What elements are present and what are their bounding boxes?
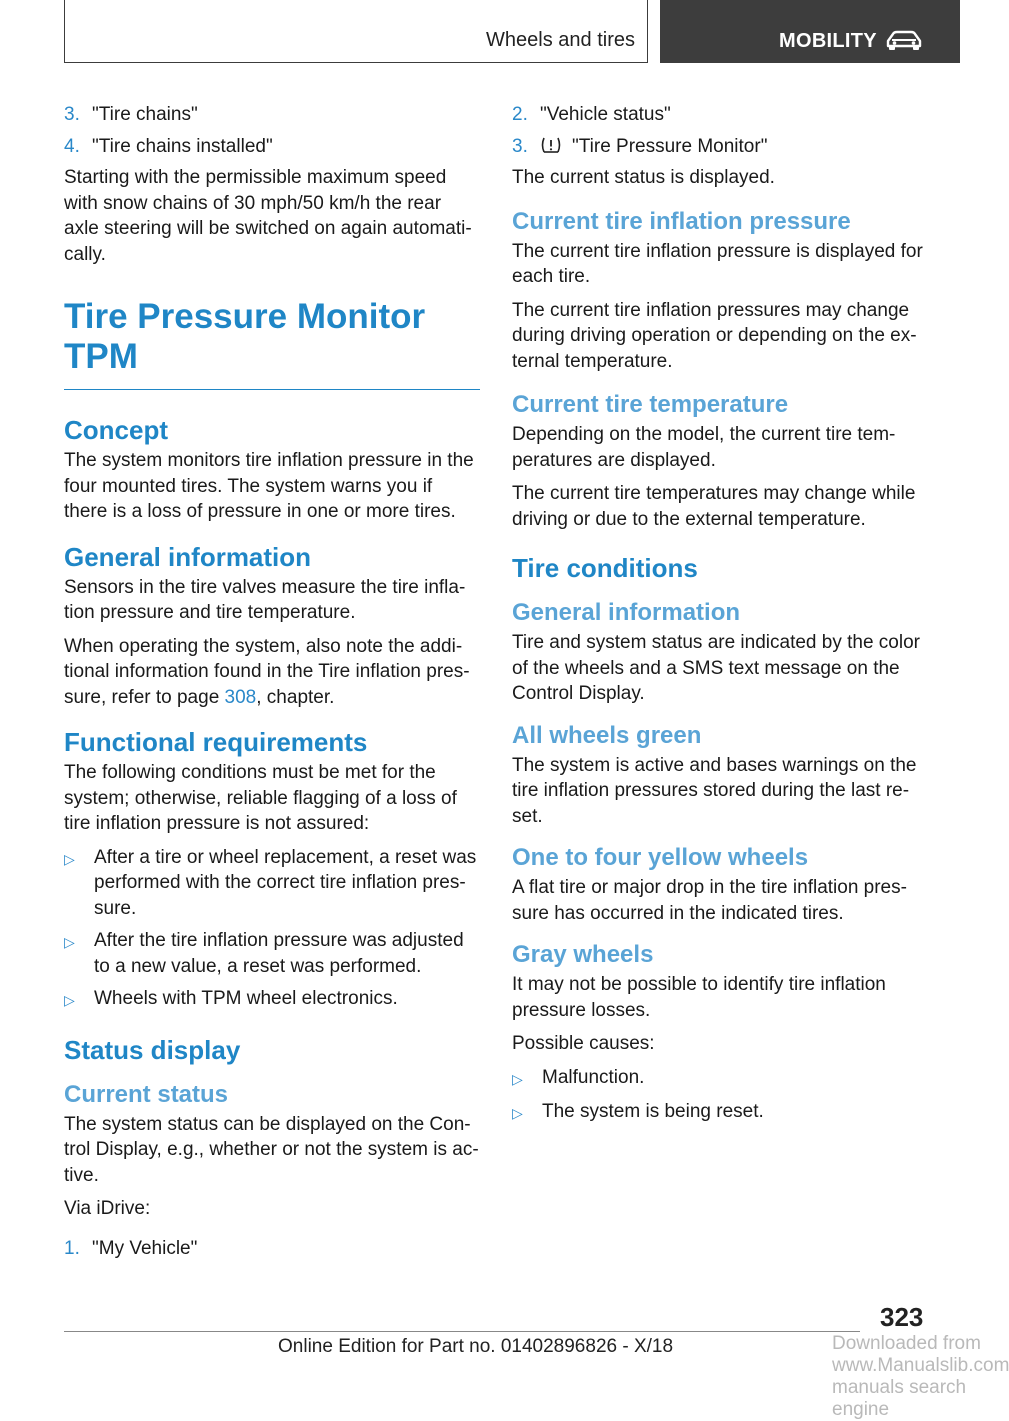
paragraph: The current tire inflation pressures may change during driving operation or depending on the ex-ternal temperature. <box>512 299 917 372</box>
paragraph: Starting with the permissible maximum speed with snow chains of 30 mph/50 km/h the rear axle steering will be switched on again automati-cally. <box>64 167 472 265</box>
paragraph: Possible causes: <box>512 1033 655 1054</box>
section-heading-general-information: General information <box>64 541 312 572</box>
paragraph: The system is active and bases warnings on the tire inflation pressures stored during the last re-set. <box>512 754 917 827</box>
header-chapter-title: MOBILITY <box>779 30 877 52</box>
list-item: ▷ Malfunction. <box>512 1065 928 1093</box>
paragraph: Tire and system status are indicated by the color of the wheels and a SMS text message on the Control Display. <box>512 632 920 704</box>
header-chapter-box <box>660 0 960 63</box>
subsection-heading-all-wheels-green: All wheels green <box>512 721 702 749</box>
subsection-heading-current-status: Current status <box>64 1080 229 1108</box>
list-item: ▷ The system is being reset. <box>512 1099 928 1127</box>
paragraph: The system status can be displayed on the Con-trol Display, e.g., whether or not the system is ac-tive. <box>64 1113 479 1186</box>
list-item: 3. "Tire Pressure Monitor" <box>512 135 768 157</box>
car-icon <box>884 30 924 52</box>
header-section-title: Wheels and tires <box>486 29 635 51</box>
subsection-heading-yellow-wheels: One to four yellow wheels <box>512 844 809 871</box>
page-reference-link[interactable]: 308 <box>224 686 257 708</box>
page-number: 323 <box>880 1302 924 1332</box>
left-column <box>64 102 480 1267</box>
paragraph: Sensors in the tire valves measure the tire infla-tion pressure and tire temperature. <box>64 576 466 623</box>
paragraph: The following conditions must be met for the system; otherwise, reliable flagging of a loss of tire inflation pressure is not assured: <box>64 762 457 834</box>
paragraph: The current status is displayed. <box>512 167 775 188</box>
list-item: 3. "Tire chains" <box>64 104 198 125</box>
paragraph: It may not be possible to identify tire inflation pressure losses. <box>512 974 886 1021</box>
page-title: Tire Pressure Monitor TPM <box>64 297 480 390</box>
list-item: ▷ After the tire inflation pressure was adjusted to a new value, a reset was performed. <box>64 928 480 979</box>
triangle-bullet-icon: ▷ <box>512 1070 523 1087</box>
section-heading-functional-requirements: Functional requirements <box>64 727 368 757</box>
footer-divider <box>64 1331 860 1332</box>
list-item: 4. "Tire chains installed" <box>64 135 273 157</box>
right-column <box>512 102 928 1134</box>
list-item: ▷ After a tire or wheel replacement, a reset was performed with the correct tire inflation pres-sure. <box>64 845 480 922</box>
header-section-box <box>64 0 648 63</box>
paragraph: Via iDrive: <box>64 1198 151 1219</box>
paragraph: The current tire inflation pressure is displayed for each tire. <box>512 240 923 287</box>
list-item: 1. "My Vehicle" <box>64 1237 198 1259</box>
list-item: ▷ Wheels with TPM wheel electronics. <box>64 986 480 1014</box>
watermark: Downloaded from www.Manualslib.com manuals search engine <box>832 1333 1009 1420</box>
paragraph: The current tire temperatures may change while driving or due to the external temperature. <box>512 483 916 530</box>
triangle-bullet-icon: ▷ <box>64 992 75 1008</box>
subsection-heading-current-temperature: Current tire temperature <box>512 391 789 418</box>
subsection-heading-general-information: General information <box>512 599 741 626</box>
section-heading-status-display: Status display <box>64 1034 241 1065</box>
paragraph: Depending on the model, the current tire tem-peratures are displayed. <box>512 424 896 471</box>
list-item: 2. "Vehicle status" <box>512 104 671 125</box>
subsection-heading-gray-wheels: Gray wheels <box>512 941 654 968</box>
footer-edition: Online Edition for Part no. 01402896826 - X/18 <box>278 1336 674 1357</box>
triangle-bullet-icon: ▷ <box>64 934 75 950</box>
paragraph: A flat tire or major drop in the tire inflation pres-sure has occurred in the indicated tires. <box>512 877 907 924</box>
triangle-bullet-icon: ▷ <box>64 850 75 867</box>
triangle-bullet-icon: ▷ <box>512 1105 523 1121</box>
subsection-heading-current-pressure: Current tire inflation pressure <box>512 207 851 235</box>
paragraph: When operating the system, also note the addi-tional information found in the Tire inflation pres-sure, refer to page 308, chapter. <box>64 635 470 708</box>
section-heading-tire-conditions: Tire conditions <box>512 553 698 583</box>
paragraph: The system monitors tire inflation pressure in the four mounted tires. The system warns you if there is a loss of pressure in one or more tires. <box>64 450 474 522</box>
tpm-warning-icon <box>540 136 562 154</box>
section-heading-concept: Concept <box>64 415 168 445</box>
